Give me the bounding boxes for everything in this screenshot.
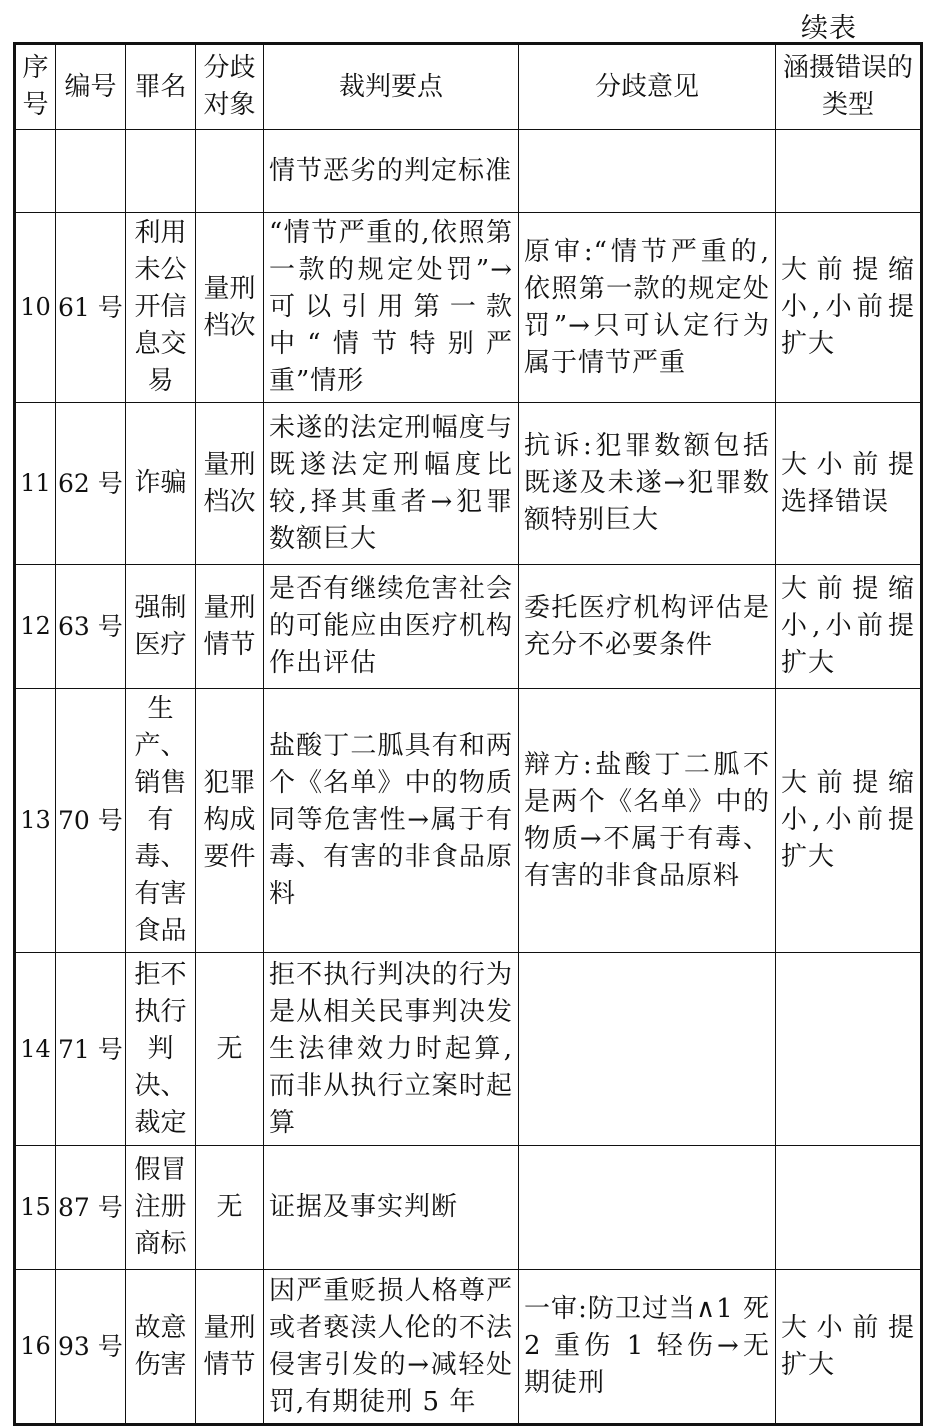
table-row bbox=[15, 213, 922, 403]
cell-code: 87 号 bbox=[56, 1146, 126, 1270]
cell-seq: 13 bbox=[15, 689, 56, 953]
cell-crime: 强制医疗 bbox=[126, 565, 196, 689]
cell-opinion: 辩方:盐酸丁二胍不是两个《名单》中的物质→不属于有毒、有害的非食品原料 bbox=[519, 689, 776, 953]
cell-seq bbox=[15, 130, 56, 213]
cell-key-points: 是否有继续危害社会的可能应由医疗机构作出评估 bbox=[264, 565, 519, 689]
cell-error-type: 大小前提扩大 bbox=[776, 1270, 922, 1425]
cell-crime: 利用未公开信息交易 bbox=[126, 213, 196, 403]
header-row bbox=[15, 44, 922, 130]
cell-error-type: 大前提缩小,小前提扩大 bbox=[776, 689, 922, 953]
cell-opinion: 委托医疗机构评估是充分不必要条件 bbox=[519, 565, 776, 689]
table-row bbox=[15, 1146, 922, 1270]
header-seq: 序号 bbox=[15, 44, 56, 130]
table-row bbox=[15, 565, 922, 689]
cell-object bbox=[196, 130, 264, 213]
cell-code: 71 号 bbox=[56, 953, 126, 1146]
cell-object: 无 bbox=[196, 1146, 264, 1270]
cell-object: 无 bbox=[196, 953, 264, 1146]
cell-opinion bbox=[519, 130, 776, 213]
header-code: 编号 bbox=[56, 44, 126, 130]
cell-error-type: 大前提缩小,小前提扩大 bbox=[776, 213, 922, 403]
cell-seq: 12 bbox=[15, 565, 56, 689]
cell-opinion: 原审:“情节严重的,依照第一款的规定处罚”→只可认定行为属于情节严重 bbox=[519, 213, 776, 403]
cell-opinion: 一审:防卫过当∧1 死 2 重伤 1 轻伤→无期徒刑 bbox=[519, 1270, 776, 1425]
cell-seq: 15 bbox=[15, 1146, 56, 1270]
header-key-points: 裁判要点 bbox=[264, 44, 519, 130]
cell-seq: 10 bbox=[15, 213, 56, 403]
cell-object: 量刑情节 bbox=[196, 1270, 264, 1425]
cell-key-points: 盐酸丁二胍具有和两个《名单》中的物质同等危害性→属于有毒、有害的非食品原料 bbox=[264, 689, 519, 953]
cell-object: 量刑档次 bbox=[196, 213, 264, 403]
header-error-type: 涵摄错误的类型 bbox=[776, 44, 922, 130]
cell-error-type: 大前提缩小,小前提扩大 bbox=[776, 565, 922, 689]
cell-code: 70 号 bbox=[56, 689, 126, 953]
cell-key-points: 证据及事实判断 bbox=[264, 1146, 519, 1270]
cell-error-type: 大小前提选择错误 bbox=[776, 403, 922, 565]
table-row bbox=[15, 403, 922, 565]
header-object: 分歧对象 bbox=[196, 44, 264, 130]
cell-opinion bbox=[519, 953, 776, 1146]
cell-code: 93 号 bbox=[56, 1270, 126, 1425]
header-opinion: 分歧意见 bbox=[519, 44, 776, 130]
cell-seq: 11 bbox=[15, 403, 56, 565]
cell-key-points: 拒不执行判决的行为是从相关民事判决发生法律效力时起算,而非从执行立案时起算 bbox=[264, 953, 519, 1146]
cell-crime bbox=[126, 130, 196, 213]
cell-object: 犯罪构成要件 bbox=[196, 689, 264, 953]
cell-key-points: 未遂的法定刑幅度与既遂法定刑幅度比较,择其重者→犯罪数额巨大 bbox=[264, 403, 519, 565]
cell-key-points: 因严重贬损人格尊严或者亵渎人伦的不法侵害引发的→减轻处罚,有期徒刑 5 年 bbox=[264, 1270, 519, 1425]
verdict-table bbox=[13, 42, 923, 1426]
cell-key-points: 情节恶劣的判定标准 bbox=[264, 130, 519, 213]
cell-code bbox=[56, 130, 126, 213]
cell-crime: 假冒注册商标 bbox=[126, 1146, 196, 1270]
table-row bbox=[15, 130, 922, 213]
cell-error-type bbox=[776, 953, 922, 1146]
cell-opinion bbox=[519, 1146, 776, 1270]
cell-error-type bbox=[776, 130, 922, 213]
cell-crime: 诈骗 bbox=[126, 403, 196, 565]
cell-key-points: “情节严重的,依照第一款的规定处罚”→可以引用第一款中“情节特别严重”情形 bbox=[264, 213, 519, 403]
cell-crime: 故意伤害 bbox=[126, 1270, 196, 1425]
table-row bbox=[15, 1270, 922, 1425]
cell-crime: 生产、销售有毒、有害食品 bbox=[126, 689, 196, 953]
header-crime: 罪名 bbox=[126, 44, 196, 130]
cell-error-type bbox=[776, 1146, 922, 1270]
cell-opinion: 抗诉:犯罪数额包括既遂及未遂→犯罪数额特别巨大 bbox=[519, 403, 776, 565]
cell-code: 61 号 bbox=[56, 213, 126, 403]
cell-seq: 14 bbox=[15, 953, 56, 1146]
cell-code: 63 号 bbox=[56, 565, 126, 689]
table-row bbox=[15, 953, 922, 1146]
cell-object: 量刑档次 bbox=[196, 403, 264, 565]
table-row bbox=[15, 689, 922, 953]
table-caption: 续表 bbox=[801, 13, 857, 44]
cell-crime: 拒不执行判决、裁定 bbox=[126, 953, 196, 1146]
cell-seq: 16 bbox=[15, 1270, 56, 1425]
cell-code: 62 号 bbox=[56, 403, 126, 565]
cell-object: 量刑情节 bbox=[196, 565, 264, 689]
